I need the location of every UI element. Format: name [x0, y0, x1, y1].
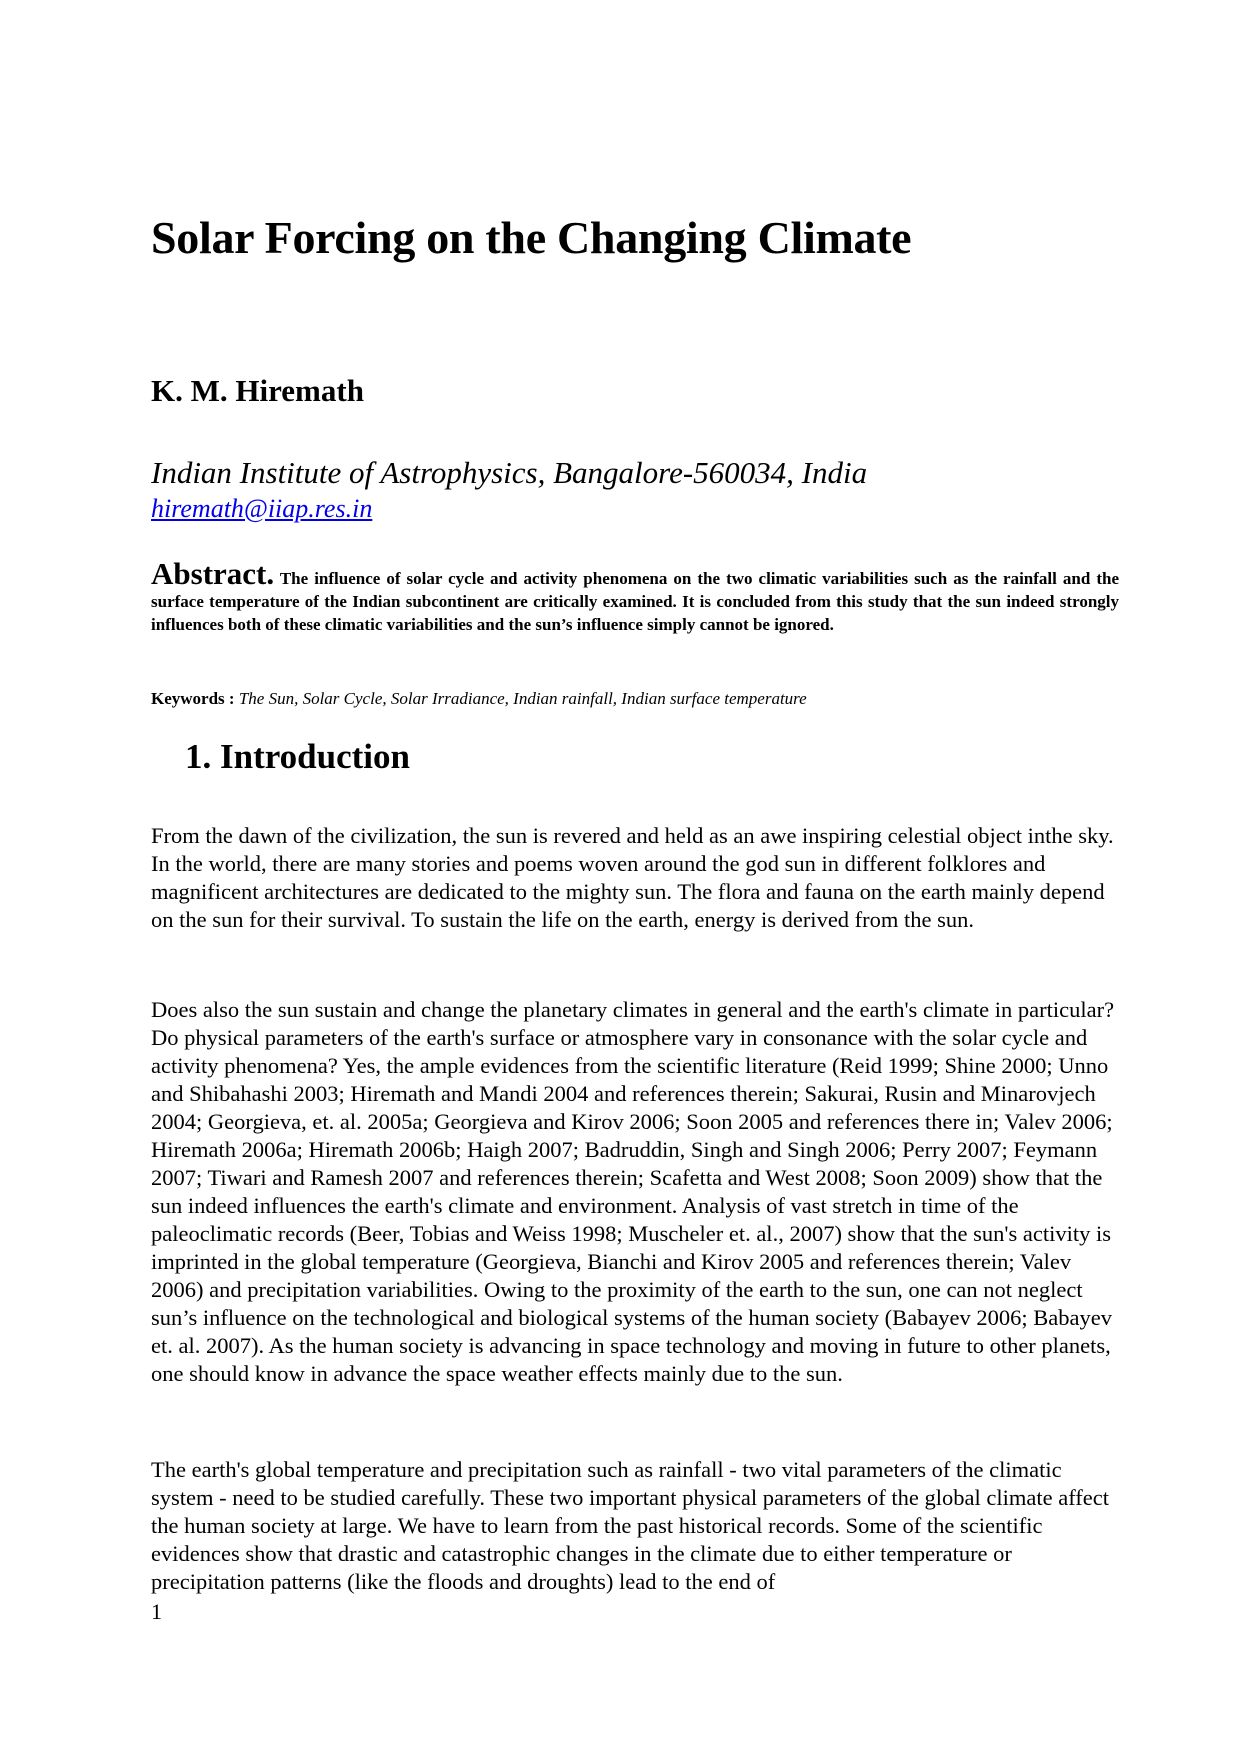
- body-paragraph: Does also the sun sustain and change the planetary climates in general and the earth's climate in particular? Do physical parameters of the earth's surface or atmosphere vary in consonance with the solar cycle and activity phenomena? Yes, the ample evidences from the scientific literature (Reid 1999; Shine 2000; Unno and Shibahashi 2003; Hiremath and Mandi 2004 and references therein; Sakurai, Rusin and Minarovjech 2004; Georgieva, et. al. 2005a; Georgieva and Kirov 2006; Soon 2005 and references there in; Valev 2006; Hiremath 2006a; Hiremath 2006b; Haigh 2007; Badruddin, Singh and Singh 2006; Perry 2007; Feymann 2007; Tiwari and Ramesh 2007 and references therein; Scafetta and West 2008; Soon 2009) show that the sun indeed influences the earth's climate and environment. Analysis of vast stretch in time of the paleoclimatic records (Beer, Tobias and Weiss 1998; Muscheler et. al., 2007) show that the sun's activity is imprinted in the global temperature (Georgieva, Bianchi and Kirov 2005 and references therein; Valev 2006) and precipitation variabilities. Owing to the proximity of the earth to the sun, one can not neglect sun’s influence on the technological and biological systems of the human society (Babayev 2006; Babayev et. al. 2007). As the human society is advancing in space technology and moving in future to other planets, one should know in advance the space weather effects mainly due to the sun.: [151, 997, 1115, 1386]
- section-heading: 1. Introduction: [185, 737, 410, 776]
- keywords-text: The Sun, Solar Cycle, Solar Irradiance, Indian rainfall, Indian surface temperature: [238, 689, 807, 708]
- abstract-text: The influence of solar cycle and activity phenomena on the two climatic variabilities such as the rainfall and the surface temperature of the Indian subcontinent are critically examined. It is concluded from this study that the sun indeed strongly influences both of these climatic variabilities and the sun’s influence simply cannot be ignored.: [151, 569, 1119, 634]
- keywords: [151, 688, 807, 710]
- abstract: [151, 556, 1119, 636]
- keywords-label: Keywords :: [151, 689, 239, 708]
- author-name: K. M. Hiremath: [151, 373, 364, 408]
- body-paragraph: The earth's global temperature and precipitation such as rainfall - two vital parameters of the climatic system - need to be studied carefully. These two important physical parameters of the global climate affect the human society at large. We have to learn from the past historical records. Some of the scientific evidences show that drastic and catastrophic changes in the climate due to either temperature or precipitation patterns (like the floods and droughts) lead to the end of: [151, 1457, 1110, 1594]
- paper-title: Solar Forcing on the Changing Climate: [151, 212, 912, 263]
- body-paragraph: From the dawn of the civilization, the sun is revered and held as an awe inspiring celestial object inthe sky. In the world, there are many stories and poems woven around the god sun in different folklores and magnificent architectures are dedicated to the mighty sun. The flora and fauna on the earth mainly depend on the sun for their survival. To sustain the life on the earth, energy is derived from the sun.: [151, 823, 1114, 932]
- author-email-link[interactable]: hiremath@iiap.res.in: [151, 494, 373, 523]
- abstract-label: Abstract.: [151, 556, 275, 591]
- page-number: 1: [151, 1599, 162, 1624]
- author-affiliation: Indian Institute of Astrophysics, Bangalore-560034, India: [151, 455, 868, 490]
